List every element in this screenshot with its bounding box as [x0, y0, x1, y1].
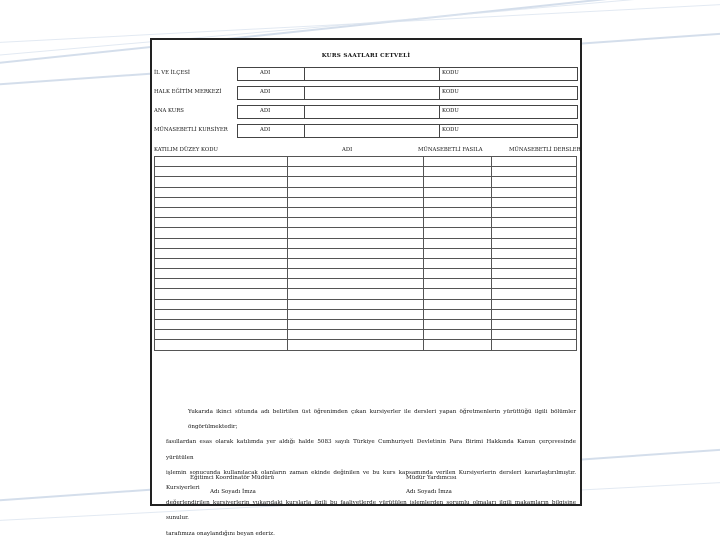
info-row — [152, 86, 580, 100]
table-row — [155, 279, 577, 289]
info-row — [152, 67, 580, 81]
table-cell[interactable] — [424, 320, 492, 330]
table-cell[interactable] — [492, 228, 577, 238]
signature-right-name: Adı Soyadı İmza — [406, 489, 452, 495]
table-cell[interactable] — [424, 269, 492, 279]
table-cell[interactable] — [424, 187, 492, 197]
code-field[interactable] — [440, 67, 578, 81]
info-row-label: ANA KURS — [154, 108, 184, 114]
table-row — [155, 289, 577, 299]
table-cell[interactable] — [288, 330, 424, 340]
code-field[interactable] — [440, 124, 578, 138]
course-table — [154, 156, 577, 351]
table-cell[interactable] — [492, 207, 577, 217]
table-row — [155, 167, 577, 177]
table-cell[interactable] — [424, 340, 492, 350]
table-cell[interactable] — [492, 238, 577, 248]
table-cell[interactable] — [492, 309, 577, 319]
code-field[interactable] — [440, 86, 578, 100]
table-cell[interactable] — [155, 269, 288, 279]
table-row — [155, 177, 577, 187]
name-value-field[interactable] — [304, 86, 440, 100]
statement-closing: tarafımıza onaylandığını beyan ederiz. — [166, 530, 275, 537]
table-cell[interactable] — [492, 248, 577, 258]
table-cell[interactable] — [424, 279, 492, 289]
table-row — [155, 238, 577, 248]
table-cell[interactable] — [155, 289, 288, 299]
table-cell[interactable] — [155, 330, 288, 340]
table-cell[interactable] — [288, 177, 424, 187]
table-cell[interactable] — [424, 157, 492, 167]
statement-line: işlemin sonucunda kullanılacak olanların zaman ekinde değinilen ve bu kurs kapsamında verilen Kursiyerlerin dersleri kararlaştırılmıştır. Kursiyerleri — [166, 469, 576, 492]
table-cell[interactable] — [155, 340, 288, 350]
table-cell[interactable] — [155, 207, 288, 217]
table-cell[interactable] — [155, 238, 288, 248]
name-label: ADI — [260, 70, 271, 76]
name-value-field[interactable] — [304, 67, 440, 81]
name-label: ADI — [260, 108, 271, 114]
footer-statement — [166, 405, 576, 542]
table-cell[interactable] — [288, 299, 424, 309]
name-field[interactable] — [237, 105, 304, 119]
info-row-label: HALK EĞİTİM MERKEZİ — [154, 89, 222, 95]
name-label: ADI — [260, 127, 271, 133]
table-row — [155, 228, 577, 238]
table-row — [155, 218, 577, 228]
table-row — [155, 258, 577, 268]
name-field[interactable] — [237, 86, 304, 100]
table-cell[interactable] — [288, 320, 424, 330]
document-page — [150, 38, 582, 537]
table-cell[interactable] — [155, 309, 288, 319]
table-cell[interactable] — [155, 218, 288, 228]
table-row — [155, 187, 577, 197]
table-cell[interactable] — [155, 248, 288, 258]
table-cell[interactable] — [424, 299, 492, 309]
table-cell[interactable] — [288, 167, 424, 177]
table-cell[interactable] — [155, 279, 288, 289]
table-row — [155, 309, 577, 319]
code-label: KODU — [442, 89, 459, 95]
table-cell[interactable] — [155, 197, 288, 207]
table-row — [155, 197, 577, 207]
table-cell[interactable] — [155, 228, 288, 238]
table-cell[interactable] — [492, 187, 577, 197]
table-cell[interactable] — [288, 340, 424, 350]
column-header-hours: MÜNASEBETLİ DERSLER — [509, 147, 581, 153]
table-cell[interactable] — [155, 177, 288, 187]
table-cell[interactable] — [424, 177, 492, 187]
table-row — [155, 157, 577, 167]
table-cell[interactable] — [288, 279, 424, 289]
table-cell[interactable] — [288, 309, 424, 319]
table-cell[interactable] — [424, 248, 492, 258]
table-cell[interactable] — [492, 340, 577, 350]
name-value-field[interactable] — [304, 105, 440, 119]
statement-line: fasıllardan esas olarak katılımda yer aldığı halde 5083 sayılı Türkiye Cumhuriyeti Devletinin Para Birimi Hakkında Kanun çerçevesinde yürütülen — [166, 439, 576, 461]
table-cell[interactable] — [424, 238, 492, 248]
table-row — [155, 320, 577, 330]
code-label: KODU — [442, 108, 459, 114]
name-field[interactable] — [237, 124, 304, 138]
table-cell[interactable] — [155, 167, 288, 177]
table-cell[interactable] — [288, 197, 424, 207]
table-cell[interactable] — [288, 289, 424, 299]
table-cell[interactable] — [492, 269, 577, 279]
name-field[interactable] — [237, 67, 304, 81]
table-cell[interactable] — [155, 320, 288, 330]
table-row — [155, 269, 577, 279]
statement-line: Yukarıda ikinci sütunda adı belirtilen üst öğrenimden çıkan kursiyerler ile dersleri yapan öğretmenlerin yürüttüğü ilgili bölümler öngörülmektedir; — [188, 409, 576, 431]
code-label: KODU — [442, 70, 459, 76]
info-row — [152, 105, 580, 119]
table-cell[interactable] — [288, 157, 424, 167]
table-cell[interactable] — [492, 218, 577, 228]
page-title: KURS SAATLARI CETVELİ — [321, 53, 411, 59]
table-cell[interactable] — [288, 187, 424, 197]
table-cell[interactable] — [424, 330, 492, 340]
signature-left-name: Adı Soyadı İmza — [210, 489, 256, 495]
column-header-nested: MÜNASEBETLİ FASILA — [418, 147, 483, 153]
info-row-label: İL VE İLÇESİ — [154, 70, 190, 76]
table-cell[interactable] — [424, 228, 492, 238]
name-label: ADI — [260, 89, 271, 95]
table-cell[interactable] — [288, 258, 424, 268]
table-row — [155, 248, 577, 258]
table-cell[interactable] — [492, 320, 577, 330]
info-row-label: MÜNASEBETLİ KURSİYER — [154, 127, 228, 133]
table-cell[interactable] — [288, 228, 424, 238]
table-cell[interactable] — [155, 157, 288, 167]
name-value-field[interactable] — [304, 124, 440, 138]
table-cell[interactable] — [288, 238, 424, 248]
signature-right-title: Müdür Yardımcısı — [406, 475, 457, 481]
column-header-code: KATILIM DÜZEY KODU — [154, 147, 218, 153]
table-cell[interactable] — [155, 299, 288, 309]
table-cell[interactable] — [155, 187, 288, 197]
table-cell[interactable] — [424, 207, 492, 217]
table-cell[interactable] — [288, 207, 424, 217]
code-label: KODU — [442, 127, 459, 133]
table-cell[interactable] — [288, 269, 424, 279]
table-cell[interactable] — [492, 258, 577, 268]
table-cell[interactable] — [492, 157, 577, 167]
table-cell[interactable] — [492, 279, 577, 289]
table-row — [155, 340, 577, 350]
table-cell[interactable] — [492, 167, 577, 177]
table-row — [155, 207, 577, 217]
signature-left-title: Eğitimci Koordinatör Müdürü — [190, 475, 275, 481]
table-cell[interactable] — [288, 248, 424, 258]
table-cell[interactable] — [424, 167, 492, 177]
table-cell[interactable] — [492, 177, 577, 187]
table-cell[interactable] — [424, 218, 492, 228]
table-cell[interactable] — [155, 258, 288, 268]
table-cell[interactable] — [492, 289, 577, 299]
table-row — [155, 330, 577, 340]
table-cell[interactable] — [424, 309, 492, 319]
column-header-name: ADI — [342, 147, 353, 153]
table-cell[interactable] — [492, 299, 577, 309]
statement-line: değerlendirilen kursiyerlerin yukarıdaki kurslarla ilgili bu faaliyetlerde yürütülen işlemlerden sorumlu olmaları ilgili makamların bilgisine sunulur. — [166, 500, 576, 522]
table-row — [155, 299, 577, 309]
table-cell[interactable] — [424, 258, 492, 268]
table-cell[interactable] — [288, 218, 424, 228]
table-cell[interactable] — [424, 197, 492, 207]
table-cell[interactable] — [424, 289, 492, 299]
info-row — [152, 124, 580, 138]
code-field[interactable] — [440, 105, 578, 119]
table-cell[interactable] — [492, 330, 577, 340]
table-cell[interactable] — [492, 197, 577, 207]
